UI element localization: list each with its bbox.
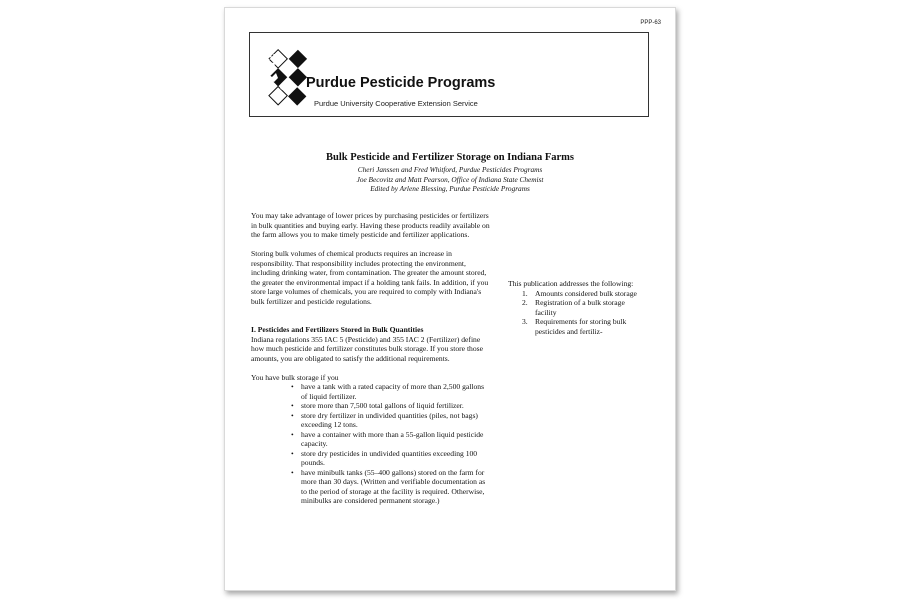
bulk-intro: You have bulk storage if you [251, 372, 339, 382]
list-item: • have a tank with a rated capacity of more than 2,500 gallons of liquid fertilizer. [291, 382, 491, 401]
org-subtitle: Purdue University Cooperative Extension Service [314, 99, 478, 108]
list-item [522, 317, 638, 336]
section-heading: I. Pesticides and Fertilizers Stored in Bulk Quantities [251, 325, 424, 335]
editor-line: Edited by Arlene Blessing, Purdue Pesticide Programs [370, 184, 530, 194]
header-banner [249, 32, 649, 117]
list-item: • have minibulk tanks (55–400 gallons) stored on the farm for more than 30 days. (Written and verifiable documentation as to the period of storage at the facility is required. Otherwise, minibulks are considered permanent storage.) [291, 468, 491, 506]
item-text: Registration of a bulk storage facility [535, 298, 625, 317]
item-number: 1. [522, 288, 528, 298]
list-item: • store dry pesticides in undivided quantities exceeding 100 pounds. [291, 449, 491, 468]
list-item [522, 289, 638, 299]
document-title: Bulk Pesticide and Fertilizer Storage on Indiana Farms [325, 152, 574, 163]
author-line: Joe Becovitz and Matt Pearson, Office of Indiana State Chemist [356, 174, 544, 184]
topics-list [508, 289, 638, 337]
item-number: 2. [522, 298, 528, 307]
main-column [251, 211, 491, 506]
org-title: Purdue Pesticide Programs [306, 75, 496, 91]
list-item: • store dry fertilizer in undivided quantities (piles, not bags) exceeding 12 tons. [291, 411, 491, 430]
author-line: Cheri Janssen and Fred Whitford, Purdue Pesticides Programs [357, 165, 543, 174]
sidebar-intro: This publication addresses the following: [508, 279, 634, 288]
author-block [225, 165, 675, 194]
responsibility-paragraph: Storing bulk volumes of chemical products requires an increase in responsibility. That responsibility includes protecting the environment, including drinking water, from contamination. The greater the amount stored, the greater the environmental impact if a holding tank fails. In addition, if you store large volumes of chemicals, you are required to comply with Indiana's bulk fertilizer and pesticide regulations. [251, 249, 489, 306]
list-item: • store more than 7,500 total gallons of liquid fertilizer. [291, 401, 491, 411]
document-code: PPP-63 [640, 20, 661, 26]
section-paragraph: Indiana regulations 355 IAC 5 (Pesticide) and 355 IAC 2 (Fertilizer) define how much pesticide and fertilizer constitutes bulk storage. If you store those amounts, you are obligated to satisfy the additional requirements. [251, 334, 483, 363]
bulk-criteria-list [251, 382, 491, 506]
item-text: Requirements for storing bulk pesticides and fertiliz- [535, 317, 627, 336]
document-page [224, 7, 676, 591]
list-item [522, 298, 638, 317]
list-item: • have a container with more than a 55-gallon liquid pesticide capacity. [291, 430, 491, 449]
item-number: 3. [522, 317, 528, 326]
sidebar-column [508, 279, 638, 336]
intro-paragraph: You may take advantage of lower prices by purchasing pesticides or fertilizers in bulk quantities and buying early. Having these products readily available on the farm allows you to make timely pesticide and fertilizer applications. [251, 211, 490, 239]
item-text: Amounts considered bulk storage [535, 288, 637, 298]
